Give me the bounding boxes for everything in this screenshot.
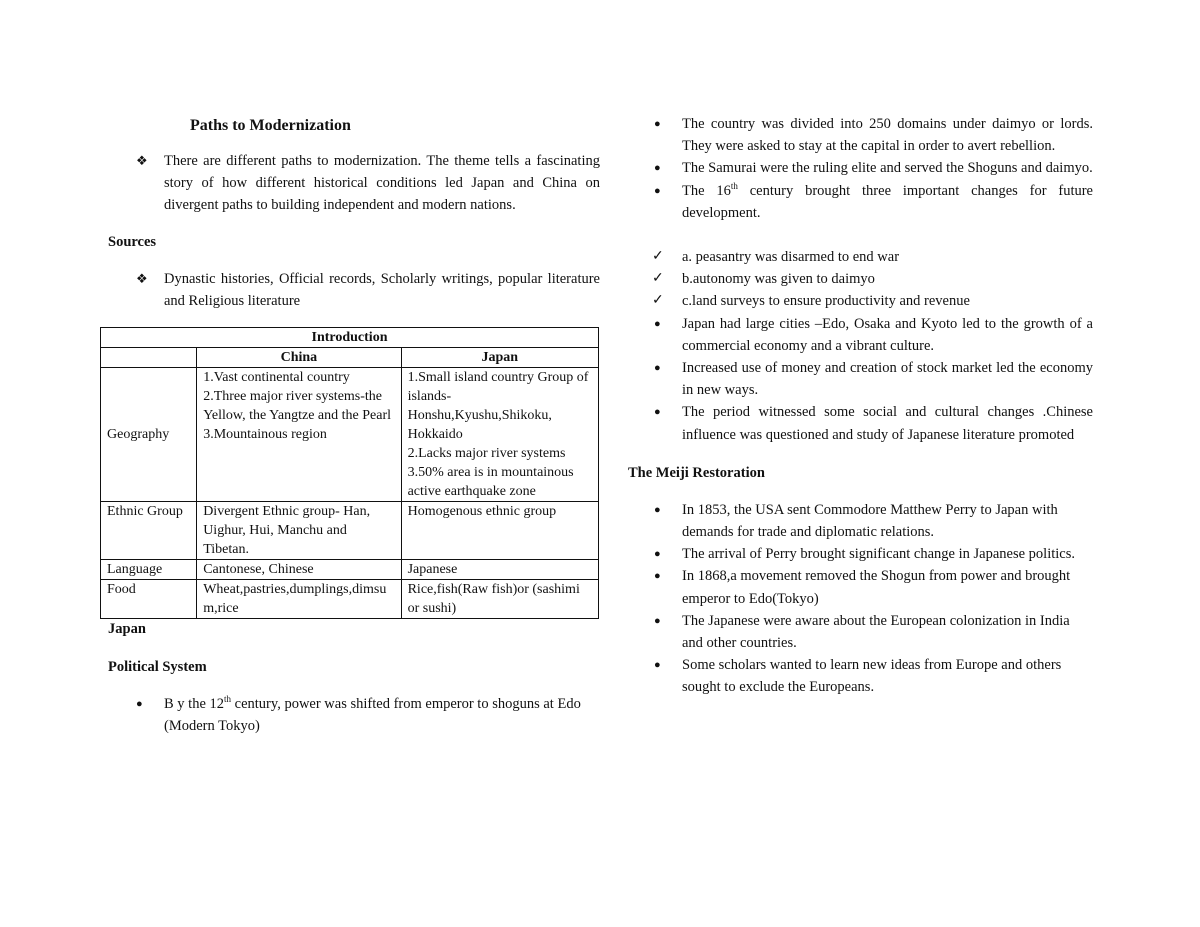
list-item: ● In 1853, the USA sent Commodore Matthew Perry to Japan with demands for trade and diplomatic relations.: [628, 499, 1093, 543]
bullet-icon: ●: [654, 317, 661, 330]
row-label: Ethnic Group: [101, 502, 197, 560]
table-cell: 1.Vast continental country 2.Three major river systems-the Yellow, the Yangtze and the Pearl 3.Mountainous region: [197, 368, 401, 502]
table-caption: Introduction: [101, 328, 599, 348]
table-cell: Rice,fish(Raw fish)or (sashimi or sushi): [401, 580, 598, 619]
left-column: [108, 113, 600, 737]
political-list: [108, 693, 600, 737]
bullet-icon: ●: [654, 362, 661, 375]
table-row: [101, 368, 599, 502]
bullet-icon: ●: [654, 406, 661, 419]
bullet-icon: ●: [654, 503, 661, 516]
table-cell: Japanese: [401, 560, 598, 580]
table-cell: Cantonese, Chinese: [197, 560, 401, 580]
bullet-icon: ●: [654, 162, 661, 175]
checklist-item: ✓ a. peasantry was disarmed to end war: [628, 246, 1093, 268]
row-label: Language: [101, 560, 197, 580]
list-item: ● The 16th century brought three important changes for future development.: [654, 180, 1093, 221]
checklist-item: ✓ b.autonomy was given to daimyo: [628, 268, 1093, 290]
row-label: Geography: [101, 368, 197, 502]
checklist-item: ✓ c.land surveys to ensure productivity and revenue: [628, 290, 1093, 312]
column-header-china: China: [197, 348, 401, 368]
list-item: ❖ Dynastic histories, Official records, Scholarly writings, popular literature and Religious literature: [108, 268, 600, 312]
list-item: ● The Japanese were aware about the European colonization in India and other countries.: [628, 610, 1093, 654]
bullet-icon: ●: [654, 184, 661, 197]
page-title: Paths to Modernization: [190, 117, 351, 134]
meiji-restoration-heading: The Meiji Restoration: [628, 464, 765, 481]
list-item: ● B y the 12th century, power was shifted from emperor to shoguns at Edo (Modern Tokyo): [136, 694, 581, 735]
right-column: [628, 113, 1093, 699]
table-cell: Wheat,pastries,dumplings,dimsum,rice: [197, 580, 401, 619]
checkmark-icon: ✓: [652, 249, 664, 265]
changes-list: [628, 246, 1093, 446]
japan-label: Japan: [108, 621, 146, 637]
bullet-icon: ●: [654, 614, 661, 627]
list-item: ● The Samurai were the ruling elite and served the Shoguns and daimyo.: [628, 157, 1093, 179]
column-header-japan: Japan: [401, 348, 598, 368]
table-cell: 1.Small island country Group of islands- Honshu,Kyushu,Shikoku, Hokkaido 2.Lacks major river systems 3.50% area is in mountainous active earthquake zone: [401, 368, 598, 502]
checkmark-icon: ✓: [652, 271, 664, 287]
bullet-icon: ●: [136, 698, 143, 710]
list-item: ❖ There are different paths to modernization. The theme tells a fascinating story of how different historical conditions led Japan and China on divergent paths to building independent and modern nations.: [108, 150, 600, 216]
list-item: ● Japan had large cities –Edo, Osaka and Kyoto led to the growth of a commercial economy and a vibrant culture.: [628, 313, 1093, 357]
bullet-icon: ●: [654, 659, 661, 672]
list-item: ● Some scholars wanted to learn new ideas from Europe and others sought to exclude the Europeans.: [628, 654, 1093, 698]
bullet-icon: ●: [654, 570, 661, 583]
diamond-bullet-icon: ❖: [136, 153, 148, 168]
list-item: ● The arrival of Perry brought significant change in Japanese politics.: [628, 543, 1093, 565]
table-row: [101, 560, 599, 580]
intro-list: [108, 150, 600, 216]
checkmark-icon: ✓: [652, 293, 664, 309]
sources-heading: Sources: [108, 234, 157, 250]
sources-list: [108, 268, 600, 312]
political-system-heading: Political System: [108, 659, 207, 675]
bullet-icon: ●: [654, 548, 661, 561]
table-row: [101, 502, 599, 560]
list-item: ● The period witnessed some social and cultural changes .Chinese influence was questioned and study of Japanese literature promoted: [628, 401, 1093, 445]
list-item: ● Increased use of money and creation of stock market led the economy in new ways.: [628, 357, 1093, 401]
row-label: Food: [101, 580, 197, 619]
table-cell: Divergent Ethnic group- Han, Uighur, Hui, Manchu and Tibetan.: [197, 502, 401, 560]
bullet-icon: ●: [654, 118, 661, 130]
diamond-bullet-icon: ❖: [136, 271, 148, 286]
domains-list: [628, 113, 1093, 224]
table-row: [101, 580, 599, 619]
table-cell: Homogenous ethnic group: [401, 502, 598, 560]
table-header-row: [101, 348, 599, 368]
list-item: ● The country was divided into 250 domains under daimyo or lords. They were asked to stay at the capital in order to avert rebellion.: [628, 113, 1093, 157]
comparison-table: [100, 327, 599, 619]
meiji-list: [628, 499, 1093, 699]
list-item: ● In 1868,a movement removed the Shogun from power and brought emperor to Edo(Tokyo): [628, 565, 1093, 609]
table-caption-row: [101, 328, 599, 348]
